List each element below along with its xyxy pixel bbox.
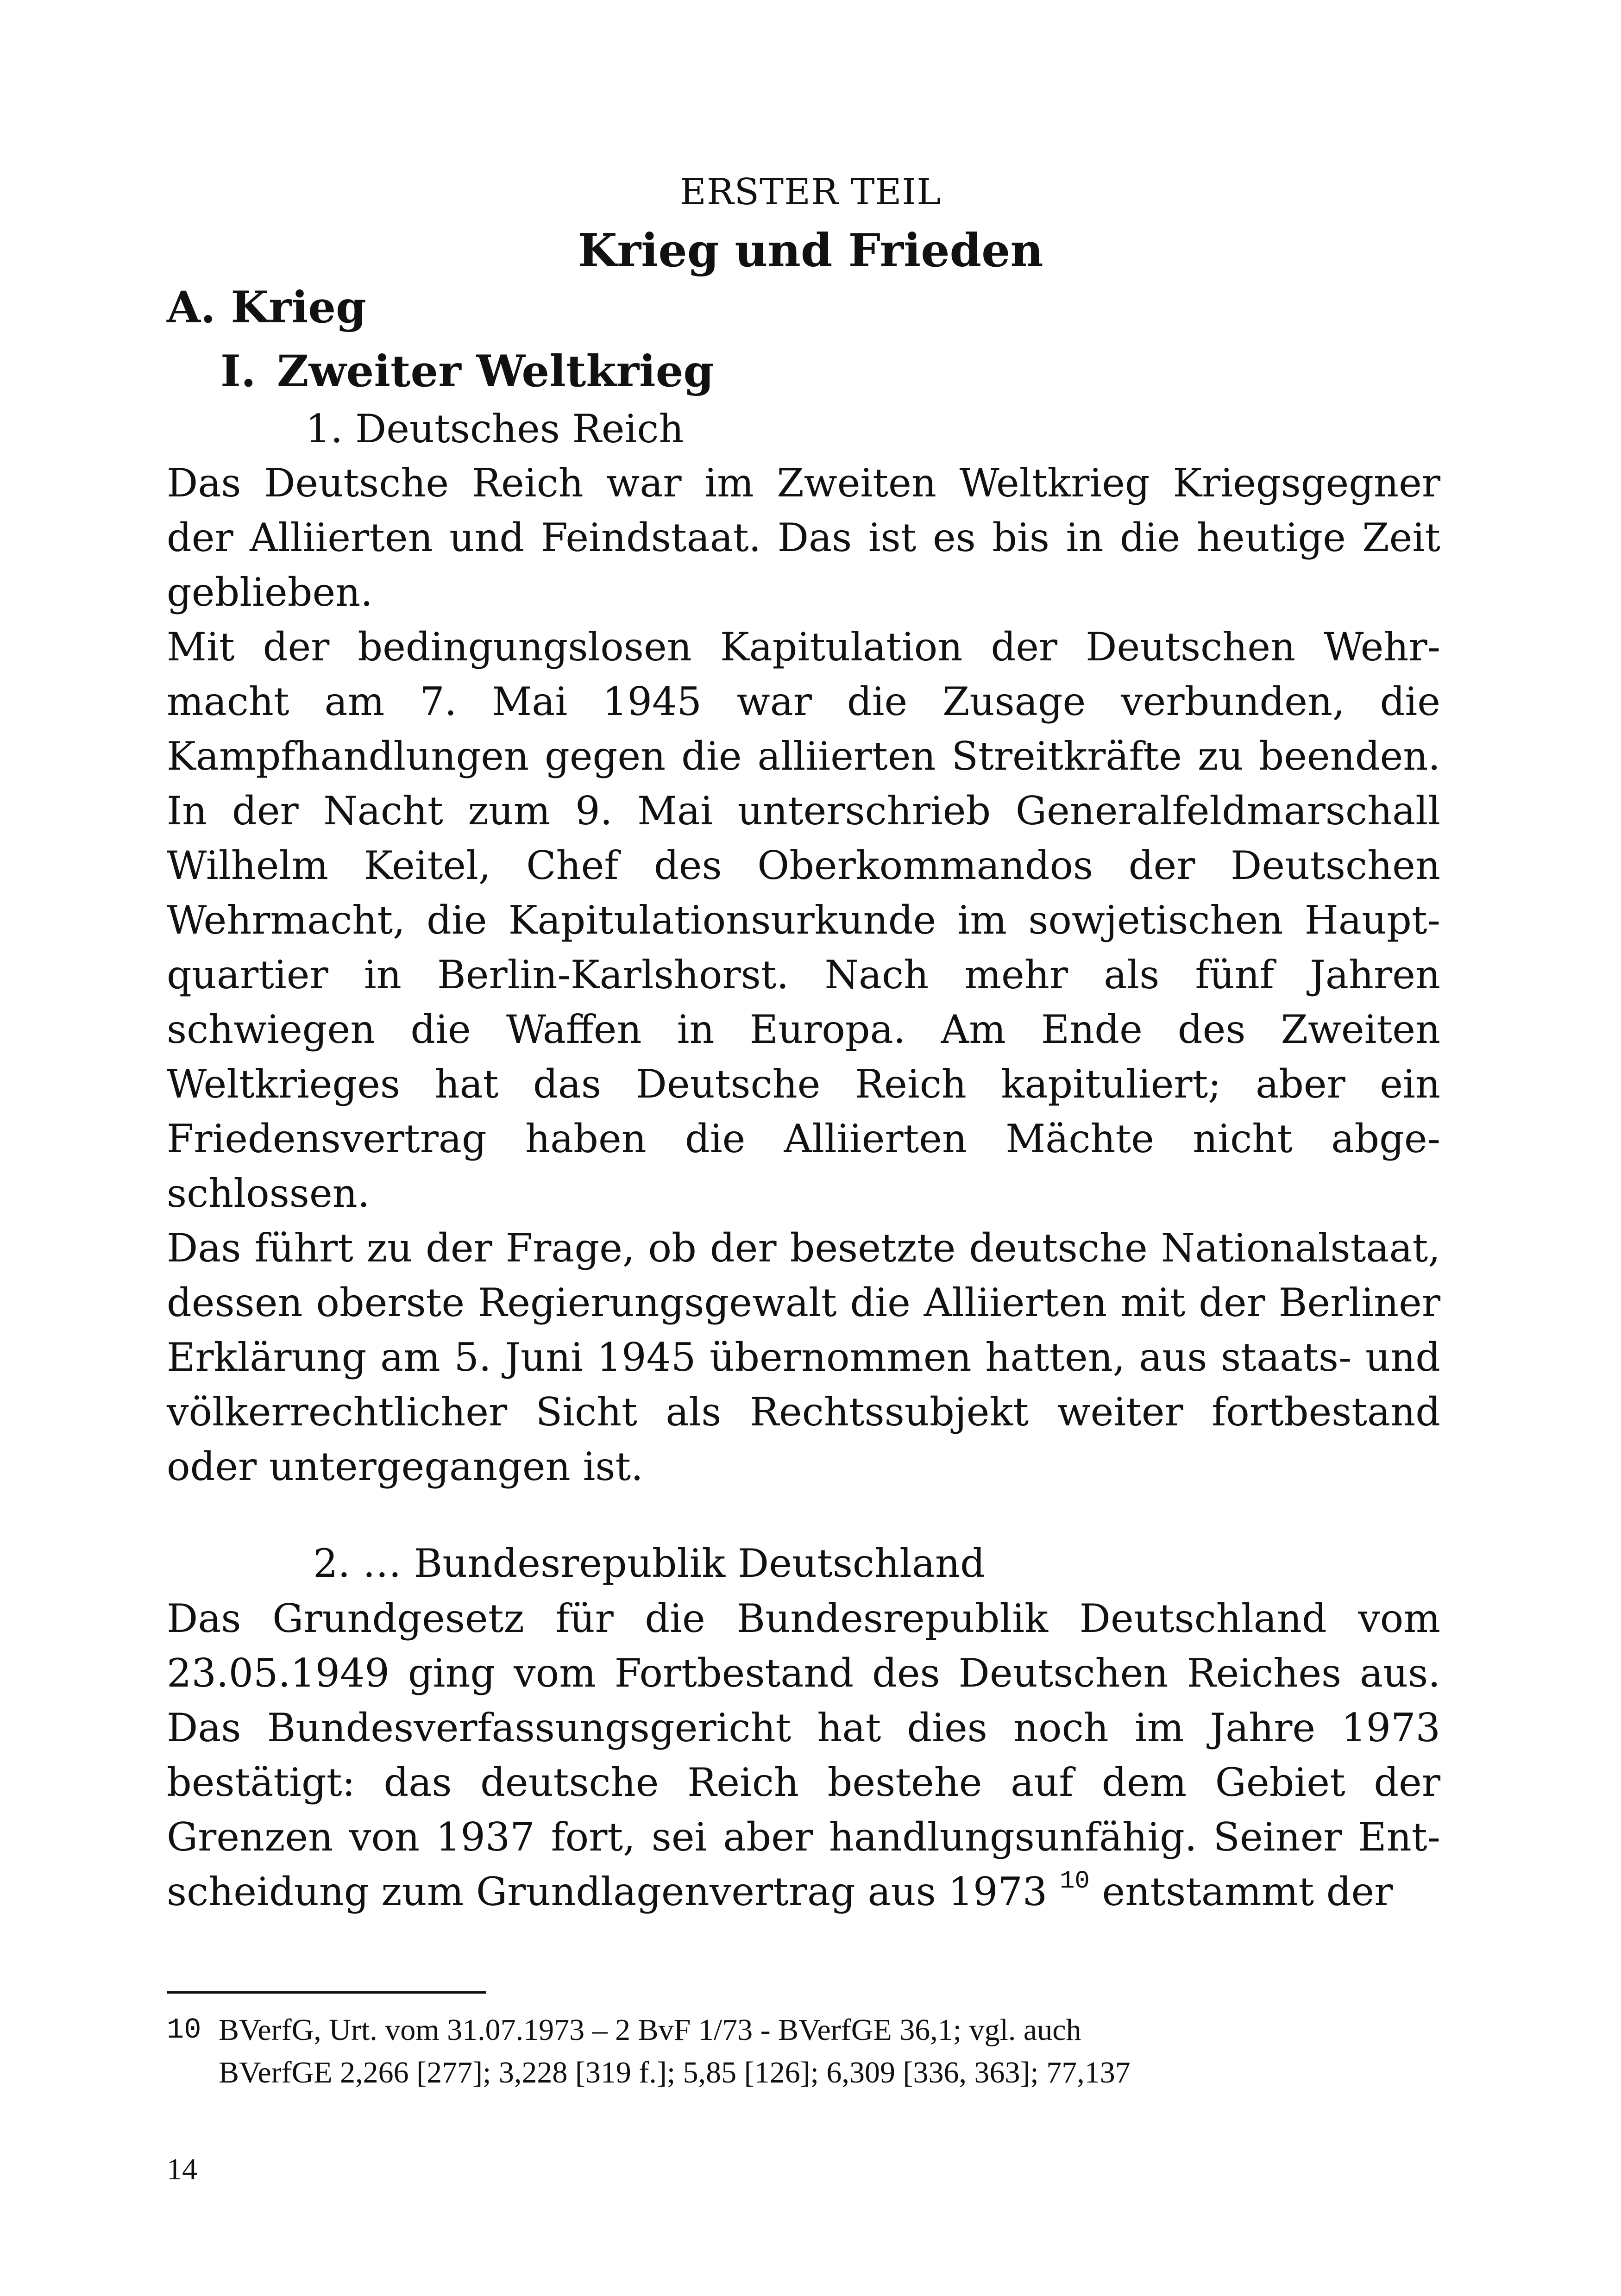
paragraph: Das Deutsche Reich war im Zweiten Weltkrieg Kriegsgegner der Alliierten und Feindstaat. Das ist es bis in die heutige Zeit geblieben. (167, 460, 1440, 615)
subsection-heading-1: 1. Deutsches Reich (306, 406, 684, 452)
roman-numeral: I. (220, 346, 256, 397)
paragraph-text: Das Grundgesetz für die Bundesrepublik Deutschland vom 23.05.1949 ging vom Fortbestand des Deutschen Reiches aus. Das Bundesverfassungsgericht hat dies noch im Jahre 1973 bestätigt: das deutsche Reich bestehe auf dem Gebiet der Grenzen von 1937 fort, sei aber handlungsunfähig. Seiner Entscheidung zum Grundlagenvertrag aus 1973 (167, 1596, 1440, 1914)
paragraph: Mit der bedingungslosen Kapitulation der Deutschen Wehrmacht am 7. Mai 1945 war die Zusage verbunden, die Kampfhandlungen gegen die alliierten Streitkräfte zu beenden. In der Nacht zum 9. Mai unterschrieb Generalfeldmarschall Wilhelm Keitel, Chef des Oberkommandos der Deutschen Wehrmacht, die Kapitulationsurkunde im sowjetischen Hauptquartier in Berlin-Karlshorst. Nach mehr als fünf Jahren schwiegen die Waffen in Europa. Am Ende des Zweiten Weltkrieges hat das Deutsche Reich kapituliert; aber ein Friedensvertrag haben die Alliierten Mächte nicht abgeschlossen. (167, 624, 1440, 1216)
paragraph (167, 1591, 1440, 1926)
part-title: Krieg und Frieden (578, 224, 1043, 277)
part-label: ERSTER TEIL (679, 171, 942, 213)
subsection-heading-2: 2. … Bundesrepublik Deutschland (313, 1541, 985, 1586)
footnote-text-line1: BVerfG, Urt. vom 31.07.1973 – 2 BvF 1/73 - BVerfGE 36,1; vgl. auch (219, 2013, 1081, 2047)
paragraph: Das führt zu der Frage, ob der besetzte deutsche Nationalstaat, dessen oberste Regierungsgewalt die Alliierten mit der Berliner Erklärung am 5. Juni 1945 übernommen hatten, aus staats- und völkerrechtlicher Sicht als Rechtssubjekt weiter fortbestand oder untergegangen ist. (167, 1225, 1440, 1489)
section-1-body (167, 456, 1440, 1494)
footnote-divider (167, 1991, 486, 1994)
footnote-text-line2: BVerfGE 2,266 [277]; 3,228 [319 f.]; 5,85 [126]; 6,309 [336, 363]; 77,137 (219, 2056, 1131, 2089)
section-heading-roman (220, 345, 714, 398)
footnote-number: 10 (167, 2014, 201, 2046)
footnote-line (167, 2009, 1440, 2051)
roman-title: Zweiter Weltkrieg (277, 346, 714, 397)
paragraph-tail: entstammt der (1102, 1869, 1393, 1914)
section-2-body (167, 1591, 1440, 1926)
footnote (167, 2009, 1440, 2094)
footnote-reference[interactable]: 10 (1059, 1867, 1090, 1895)
page-number: 14 (167, 2152, 197, 2186)
section-heading-a: A. Krieg (167, 282, 366, 333)
